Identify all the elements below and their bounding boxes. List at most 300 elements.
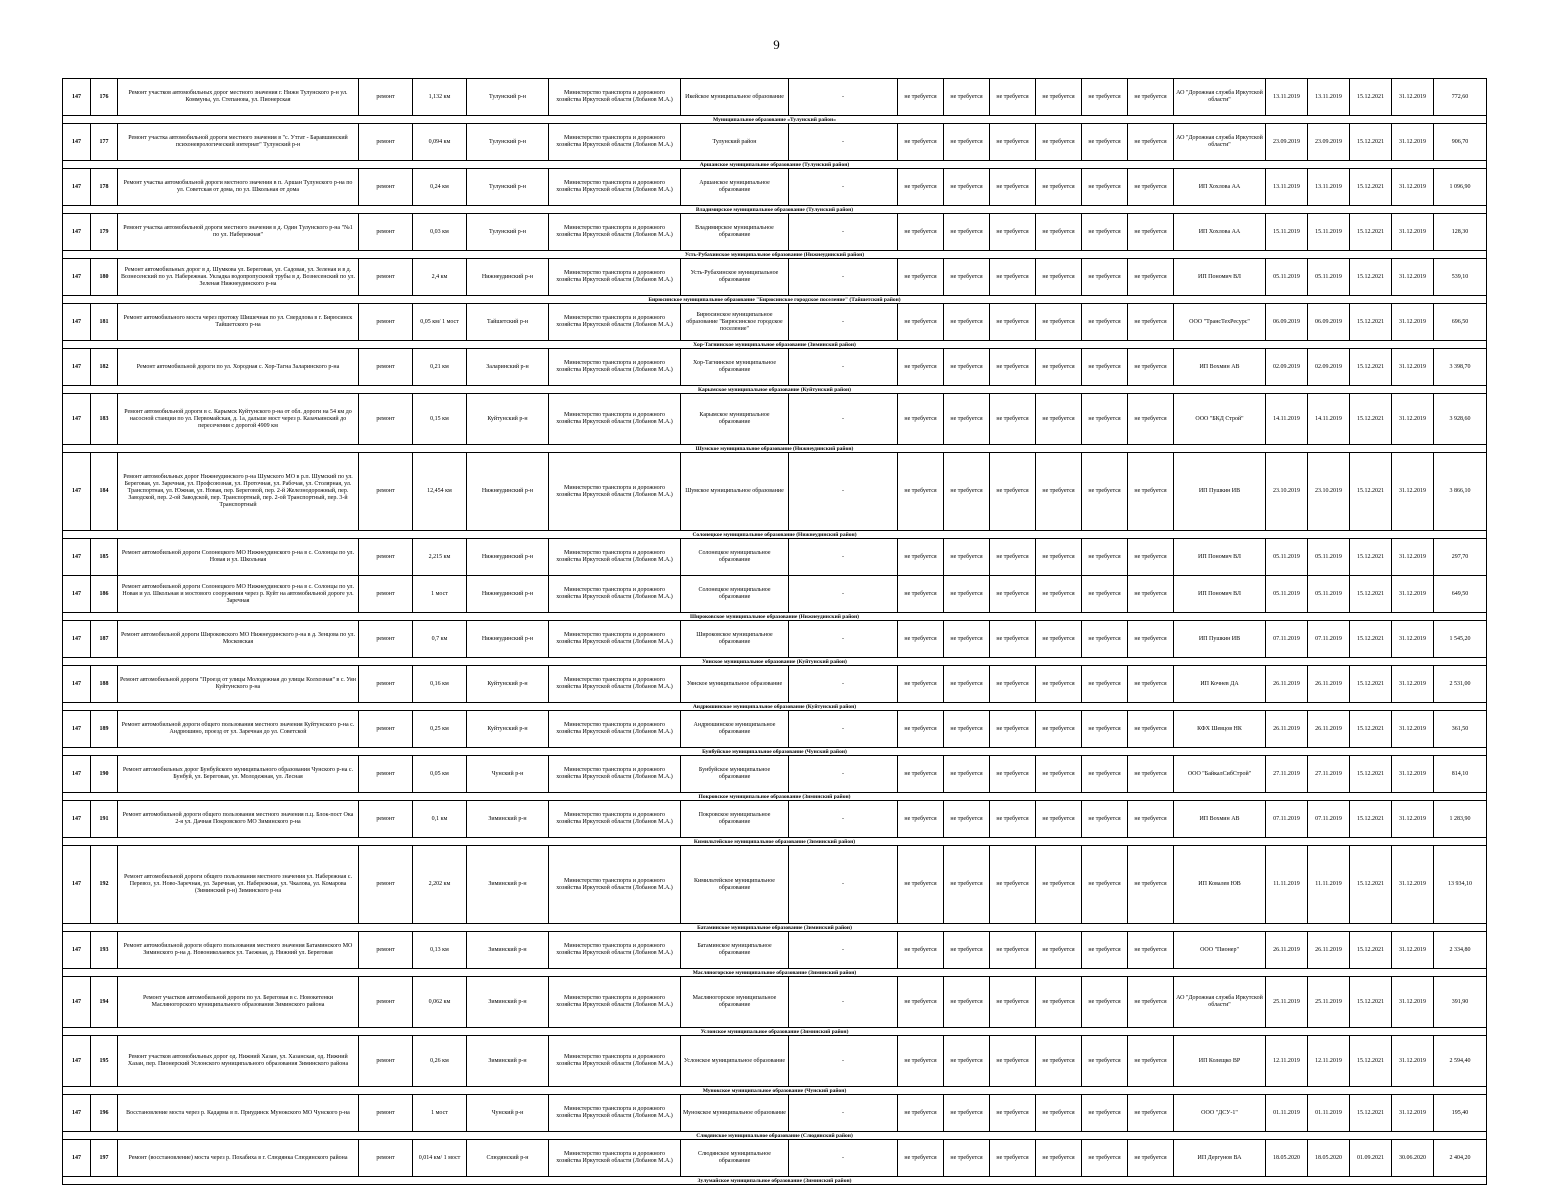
cell-ref: -	[789, 711, 898, 748]
cell-p4: не требуется	[1036, 79, 1082, 116]
cell-p5: не требуется	[1082, 394, 1128, 445]
cell-ref: -	[789, 304, 898, 341]
cell-p2: не требуется	[944, 539, 990, 576]
cell-p1: не требуется	[898, 846, 944, 924]
cell-contractor: ИП Пономич ВЛ	[1174, 576, 1266, 613]
cell-n: 177	[91, 124, 118, 161]
cell-name: Ремонт автомобильной дороги общего пользования местного значения Батаминского МО Зиминского р-на д. Новониколаевск ул. Таежная, д. Нижний ул. Береговая	[118, 932, 359, 969]
table-row	[63, 79, 1487, 116]
section-row	[63, 161, 1487, 169]
cell-d4: 31.12.2019	[1392, 79, 1434, 116]
cell-amount: 2 334,80	[1434, 932, 1487, 969]
cell-contractor: ИП Хохлова АА	[1174, 214, 1266, 251]
cell-p6: не требуется	[1128, 1095, 1174, 1132]
cell-d1: 23.09.2019	[1266, 124, 1308, 161]
cell-d2: 05.11.2019	[1308, 576, 1350, 613]
cell-work: ремонт	[359, 756, 413, 793]
cell-gov_body: Министерство транспорта и дорожного хозяйства Иркутской области (Лобанов М.А.)	[549, 214, 681, 251]
table-row	[63, 621, 1487, 658]
cell-amount: 539,10	[1434, 259, 1487, 296]
cell-p3: не требуется	[990, 453, 1036, 531]
cell-d2: 05.11.2019	[1308, 539, 1350, 576]
section-title: Усть-Рубахинское муниципальное образование (Нижнеудинский район)	[63, 251, 1487, 259]
cell-p5: не требуется	[1082, 259, 1128, 296]
section-title: Масляногорское муниципальное образование (Зиминский район)	[63, 969, 1487, 977]
cell-p3: не требуется	[990, 1036, 1036, 1087]
cell-district: Нижнеудинский р-н	[467, 453, 549, 531]
table-row	[63, 453, 1487, 531]
cell-amount: 1 545,20	[1434, 621, 1487, 658]
cell-d2: 26.11.2019	[1308, 711, 1350, 748]
cell-p2: не требуется	[944, 711, 990, 748]
cell-p1: не требуется	[898, 304, 944, 341]
cell-n: 180	[91, 259, 118, 296]
cell-volume: 0,21 км	[413, 349, 467, 386]
table-row	[63, 801, 1487, 838]
cell-volume: 0,014 км/ 1 мост	[413, 1140, 467, 1177]
cell-d4: 30.06.2020	[1392, 1140, 1434, 1177]
cell-p4: не требуется	[1036, 539, 1082, 576]
cell-amount: 361,50	[1434, 711, 1487, 748]
cell-name: Ремонт участка автомобильной дороги местного значения в д. Один Тулунского р-на "№1 по ул. Набережная"	[118, 214, 359, 251]
cell-d1: 05.11.2019	[1266, 539, 1308, 576]
cell-p5: не требуется	[1082, 214, 1128, 251]
cell-p4: не требуется	[1036, 453, 1082, 531]
cell-contractor: ИП Хохлова АА	[1174, 169, 1266, 206]
cell-contractor: ИП Колещко ВР	[1174, 1036, 1266, 1087]
cell-name: Ремонт автомобильной дороги в с. Карымск Куйтунского р-на от обл. дороги на 54 км до насосной станции по ул. Первомайская, д. 1а, дальше мост через р. Казачьинский до пересечения с дорогой 4909 км	[118, 394, 359, 445]
registry-table	[62, 78, 1487, 1185]
cell-p4: не требуется	[1036, 1036, 1082, 1087]
cell-d3: 15.12.2021	[1350, 1036, 1392, 1087]
cell-volume: 0,24 км	[413, 169, 467, 206]
cell-d2: 15.11.2019	[1308, 214, 1350, 251]
cell-district: Тулунский р-н	[467, 124, 549, 161]
cell-volume: 0,05 км	[413, 756, 467, 793]
cell-p3: не требуется	[990, 756, 1036, 793]
cell-district: Нижнеудинский р-н	[467, 539, 549, 576]
cell-p1: не требуется	[898, 79, 944, 116]
cell-ref: -	[789, 124, 898, 161]
cell-p3: не требуется	[990, 79, 1036, 116]
cell-d3: 01.09.2021	[1350, 1140, 1392, 1177]
cell-municipality: Широковское муниципальное образование	[681, 621, 789, 658]
cell-district: Куйтунский р-н	[467, 666, 549, 703]
cell-code: 147	[63, 124, 91, 161]
cell-code: 147	[63, 756, 91, 793]
cell-d1: 12.11.2019	[1266, 1036, 1308, 1087]
cell-d1: 23.10.2019	[1266, 453, 1308, 531]
cell-municipality: Масляногорское муниципальное образование	[681, 977, 789, 1028]
cell-d3: 15.12.2021	[1350, 846, 1392, 924]
cell-municipality: Аршанское муниципальное образование	[681, 169, 789, 206]
cell-amount: 814,10	[1434, 756, 1487, 793]
cell-name: Восстановление моста через р. Кадарма в п. Приудинск Мунокского МО Чунского р-на	[118, 1095, 359, 1132]
cell-contractor: АО "Дорожная служба Иркутской области"	[1174, 977, 1266, 1028]
cell-volume: 0,1 км	[413, 801, 467, 838]
cell-p2: не требуется	[944, 621, 990, 658]
cell-n: 197	[91, 1140, 118, 1177]
cell-p6: не требуется	[1128, 846, 1174, 924]
cell-d1: 06.09.2019	[1266, 304, 1308, 341]
cell-district: Тайшетский р-н	[467, 304, 549, 341]
cell-d1: 15.11.2019	[1266, 214, 1308, 251]
cell-d3: 15.12.2021	[1350, 576, 1392, 613]
cell-municipality: Солонецкое муниципальное образование	[681, 539, 789, 576]
cell-ref: -	[789, 756, 898, 793]
cell-n: 185	[91, 539, 118, 576]
section-title: Батаминское муниципальное образование (Зиминский район)	[63, 924, 1487, 932]
cell-volume: 1 мост	[413, 576, 467, 613]
cell-amount: 2 404,20	[1434, 1140, 1487, 1177]
cell-p3: не требуется	[990, 394, 1036, 445]
cell-d1: 07.11.2019	[1266, 801, 1308, 838]
cell-p1: не требуется	[898, 124, 944, 161]
cell-p3: не требуется	[990, 349, 1036, 386]
cell-district: Нижнеудинский р-н	[467, 576, 549, 613]
cell-volume: 0,094 км	[413, 124, 467, 161]
cell-ref: -	[789, 169, 898, 206]
cell-d1: 13.11.2019	[1266, 169, 1308, 206]
section-title: Мунокское муниципальное образование (Чунский район)	[63, 1087, 1487, 1095]
cell-p6: не требуется	[1128, 1036, 1174, 1087]
cell-district: Зиминский р-н	[467, 977, 549, 1028]
cell-code: 147	[63, 1140, 91, 1177]
cell-gov_body: Министерство транспорта и дорожного хозяйства Иркутской области (Лобанов М.А.)	[549, 621, 681, 658]
cell-n: 188	[91, 666, 118, 703]
cell-p1: не требуется	[898, 394, 944, 445]
cell-work: ремонт	[359, 1095, 413, 1132]
cell-name: Ремонт автомобильной дороги Солонецкого МО Нижнеудинского р-на в с. Солонцы по ул. Новая и ул. Школьная	[118, 539, 359, 576]
section-row	[63, 116, 1487, 124]
cell-code: 147	[63, 259, 91, 296]
cell-code: 147	[63, 539, 91, 576]
cell-volume: 1 мост	[413, 1095, 467, 1132]
cell-name: Ремонт автомобильной дороги Солонецкого МО Нижнеудинского р-на в с. Солонцы по ул. Новая и ул. Школьная и мостового сооружения через р. Куйт на автомобильной дороге ул. Заречная	[118, 576, 359, 613]
cell-municipality: Бирюсинское муниципальное образование "Бирюсинское городское поселение"	[681, 304, 789, 341]
cell-code: 147	[63, 621, 91, 658]
table-row	[63, 259, 1487, 296]
cell-name: Ремонт автомобильной дороги общего пользования местного значения ул. Набережная с. Перевоз, ул. Ново-Заречная, ул. Заречная, ул. Набережная, ул. Чкалова, ул. Комарова (Зиминский р-н) Зиминского р-на	[118, 846, 359, 924]
cell-d2: 13.11.2019	[1308, 169, 1350, 206]
cell-amount: 297,70	[1434, 539, 1487, 576]
cell-gov_body: Министерство транспорта и дорожного хозяйства Иркутской области (Лобанов М.А.)	[549, 711, 681, 748]
cell-d3: 15.12.2021	[1350, 214, 1392, 251]
cell-gov_body: Министерство транспорта и дорожного хозяйства Иркутской области (Лобанов М.А.)	[549, 756, 681, 793]
cell-gov_body: Министерство транспорта и дорожного хозяйства Иркутской области (Лобанов М.А.)	[549, 666, 681, 703]
section-title: Услонское муниципальное образование (Зиминский район)	[63, 1028, 1487, 1036]
cell-p6: не требуется	[1128, 304, 1174, 341]
cell-district: Зиминский р-н	[467, 1036, 549, 1087]
cell-p5: не требуется	[1082, 576, 1128, 613]
cell-amount: 1 096,90	[1434, 169, 1487, 206]
cell-p3: не требуется	[990, 1095, 1036, 1132]
cell-contractor: ООО "Пионер"	[1174, 932, 1266, 969]
cell-ref: -	[789, 259, 898, 296]
cell-volume: 2,4 км	[413, 259, 467, 296]
cell-volume: 0,15 км	[413, 394, 467, 445]
cell-d3: 15.12.2021	[1350, 977, 1392, 1028]
cell-n: 190	[91, 756, 118, 793]
cell-p5: не требуется	[1082, 801, 1128, 838]
cell-d4: 31.12.2019	[1392, 846, 1434, 924]
cell-p2: не требуется	[944, 1095, 990, 1132]
cell-amount: 3 866,10	[1434, 453, 1487, 531]
cell-d3: 15.12.2021	[1350, 539, 1392, 576]
cell-gov_body: Министерство транспорта и дорожного хозяйства Иркутской области (Лобанов М.А.)	[549, 1140, 681, 1177]
cell-d1: 13.11.2019	[1266, 79, 1308, 116]
cell-p5: не требуется	[1082, 539, 1128, 576]
cell-p4: не требуется	[1036, 259, 1082, 296]
cell-work: ремонт	[359, 621, 413, 658]
cell-name: Ремонт автомобильной дороги общего пользования местного значения п.ц. Блок-пост Ока 2-я ул. Дачная Покровского МО Зиминского р-на	[118, 801, 359, 838]
cell-gov_body: Министерство транспорта и дорожного хозяйства Иркутской области (Лобанов М.А.)	[549, 1036, 681, 1087]
cell-gov_body: Министерство транспорта и дорожного хозяйства Иркутской области (Лобанов М.А.)	[549, 394, 681, 445]
cell-p2: не требуется	[944, 304, 990, 341]
section-row	[63, 1028, 1487, 1036]
cell-p6: не требуется	[1128, 453, 1174, 531]
table-row	[63, 169, 1487, 206]
cell-p3: не требуется	[990, 304, 1036, 341]
cell-work: ремонт	[359, 304, 413, 341]
cell-n: 176	[91, 79, 118, 116]
cell-p6: не требуется	[1128, 124, 1174, 161]
cell-n: 196	[91, 1095, 118, 1132]
cell-p4: не требуется	[1036, 349, 1082, 386]
cell-municipality: Солонецкое муниципальное образование	[681, 576, 789, 613]
cell-volume: 0,05 км/ 1 мост	[413, 304, 467, 341]
cell-name: Ремонт участков автомобильных дорог од. Нижний Хазан, ул. Хазанская, од. Нижний Хазан, пер. Пионерский Услонского муниципального образования Зиминского района	[118, 1036, 359, 1087]
cell-district: Нижнеудинский р-н	[467, 621, 549, 658]
section-title: Хор-Тагнинское муниципальное образование (Зиминский район)	[63, 341, 1487, 349]
cell-code: 147	[63, 79, 91, 116]
cell-d3: 15.12.2021	[1350, 124, 1392, 161]
cell-code: 147	[63, 1095, 91, 1132]
cell-district: Слюдянский р-н	[467, 1140, 549, 1177]
cell-p6: не требуется	[1128, 756, 1174, 793]
cell-p3: не требуется	[990, 214, 1036, 251]
cell-p5: не требуется	[1082, 711, 1128, 748]
cell-work: ремонт	[359, 394, 413, 445]
section-title: Покровское муниципальное образование (Зиминский район)	[63, 793, 1487, 801]
cell-p3: не требуется	[990, 666, 1036, 703]
section-row	[63, 445, 1487, 453]
cell-p1: не требуется	[898, 214, 944, 251]
table-row	[63, 124, 1487, 161]
cell-d4: 31.12.2019	[1392, 932, 1434, 969]
section-row	[63, 703, 1487, 711]
cell-d1: 05.11.2019	[1266, 259, 1308, 296]
table-row	[63, 1036, 1487, 1087]
cell-volume: 0,03 км	[413, 214, 467, 251]
cell-ref: -	[789, 539, 898, 576]
cell-p5: не требуется	[1082, 1036, 1128, 1087]
cell-municipality: Батаминское муниципальное образование	[681, 932, 789, 969]
cell-work: ремонт	[359, 124, 413, 161]
cell-n: 182	[91, 349, 118, 386]
cell-contractor: АО "Дорожная служба Иркутской области"	[1174, 79, 1266, 116]
section-row	[63, 658, 1487, 666]
section-row	[63, 924, 1487, 932]
cell-p3: не требуется	[990, 711, 1036, 748]
cell-p6: не требуется	[1128, 666, 1174, 703]
cell-contractor: КФХ Шевцов НК	[1174, 711, 1266, 748]
cell-p2: не требуется	[944, 932, 990, 969]
table-row	[63, 666, 1487, 703]
cell-ref: -	[789, 1095, 898, 1132]
cell-d4: 31.12.2019	[1392, 259, 1434, 296]
cell-municipality: Андрюшинское муниципальное образование	[681, 711, 789, 748]
cell-municipality: Кимильтейское муниципальное образование	[681, 846, 789, 924]
cell-amount: 391,90	[1434, 977, 1487, 1028]
cell-municipality: Хор-Тагнинское муниципальное образование	[681, 349, 789, 386]
cell-p5: не требуется	[1082, 453, 1128, 531]
cell-d2: 01.11.2019	[1308, 1095, 1350, 1132]
section-row	[63, 748, 1487, 756]
cell-n: 194	[91, 977, 118, 1028]
cell-gov_body: Министерство транспорта и дорожного хозяйства Иркутской области (Лобанов М.А.)	[549, 304, 681, 341]
cell-p2: не требуется	[944, 169, 990, 206]
cell-gov_body: Министерство транспорта и дорожного хозяйства Иркутской области (Лобанов М.А.)	[549, 801, 681, 838]
cell-code: 147	[63, 394, 91, 445]
cell-p5: не требуется	[1082, 124, 1128, 161]
cell-p4: не требуется	[1036, 169, 1082, 206]
cell-contractor: ИП Пономич ВЛ	[1174, 539, 1266, 576]
cell-district: Чунский р-н	[467, 1095, 549, 1132]
cell-p5: не требуется	[1082, 349, 1128, 386]
cell-p1: не требуется	[898, 666, 944, 703]
cell-work: ремонт	[359, 1140, 413, 1177]
cell-work: ремонт	[359, 932, 413, 969]
section-title: Бирюсинское муниципальное образование "Бирюсинское городское поселение" (Тайшетский район)	[63, 296, 1487, 304]
cell-p2: не требуется	[944, 576, 990, 613]
cell-d1: 01.11.2019	[1266, 1095, 1308, 1132]
cell-p6: не требуется	[1128, 349, 1174, 386]
cell-p5: не требуется	[1082, 1095, 1128, 1132]
section-title: Зулумайское муниципальное образование (Зиминский район)	[63, 1177, 1487, 1185]
cell-p2: не требуется	[944, 394, 990, 445]
cell-d1: 25.11.2019	[1266, 977, 1308, 1028]
section-title: Солонецкое муниципальное образование (Нижнеудинский район)	[63, 531, 1487, 539]
cell-p2: не требуется	[944, 453, 990, 531]
cell-d3: 15.12.2021	[1350, 304, 1392, 341]
cell-name: Ремонт участков автомобильной дороги по ул. Береговая в с. Новокетенки Масляногорского муниципального образования Зиминского района	[118, 977, 359, 1028]
cell-ref: -	[789, 621, 898, 658]
cell-contractor: ИП Дергунов ВА	[1174, 1140, 1266, 1177]
cell-d1: 27.11.2019	[1266, 756, 1308, 793]
cell-volume: 12,454 км	[413, 453, 467, 531]
cell-work: ремонт	[359, 846, 413, 924]
cell-n: 192	[91, 846, 118, 924]
cell-municipality: Покровское муниципальное образование	[681, 801, 789, 838]
cell-volume: 2,215 км	[413, 539, 467, 576]
cell-d2: 11.11.2019	[1308, 846, 1350, 924]
cell-district: Тулунский р-н	[467, 214, 549, 251]
cell-ref: -	[789, 79, 898, 116]
cell-d4: 31.12.2019	[1392, 711, 1434, 748]
cell-p5: не требуется	[1082, 79, 1128, 116]
cell-contractor: ИП Пономич ВЛ	[1174, 259, 1266, 296]
cell-d3: 15.12.2021	[1350, 169, 1392, 206]
table-row	[63, 214, 1487, 251]
cell-p5: не требуется	[1082, 932, 1128, 969]
cell-amount: 2 594,40	[1434, 1036, 1487, 1087]
cell-ref: -	[789, 214, 898, 251]
cell-municipality: Слюдянское муниципальное образование	[681, 1140, 789, 1177]
cell-p3: не требуется	[990, 576, 1036, 613]
cell-p1: не требуется	[898, 576, 944, 613]
cell-gov_body: Министерство транспорта и дорожного хозяйства Иркутской области (Лобанов М.А.)	[549, 79, 681, 116]
section-title: Андрюшинское муниципальное образование (Куйтунский район)	[63, 703, 1487, 711]
cell-p1: не требуется	[898, 169, 944, 206]
cell-d4: 31.12.2019	[1392, 349, 1434, 386]
section-title: Слюдянское муниципальное образование (Слюдянский район)	[63, 1132, 1487, 1140]
cell-p5: не требуется	[1082, 666, 1128, 703]
cell-p6: не требуется	[1128, 932, 1174, 969]
cell-work: ремонт	[359, 666, 413, 703]
section-row	[63, 296, 1487, 304]
cell-municipality: Услонское муниципальное образование	[681, 1036, 789, 1087]
cell-d2: 13.11.2019	[1308, 79, 1350, 116]
cell-name: Ремонт автомобильного моста через протоку Шишечная по ул. Свердлова в г. Бирюсинск Тайшетского р-на	[118, 304, 359, 341]
cell-ref: -	[789, 846, 898, 924]
cell-name: Ремонт автомобильной дороги общего пользования местного значения Куйтунского р-на с. Андрюшино, проезд от ул. Заречная до ул. Советской	[118, 711, 359, 748]
cell-d3: 15.12.2021	[1350, 1095, 1392, 1132]
cell-p1: не требуется	[898, 711, 944, 748]
cell-ref: -	[789, 666, 898, 703]
cell-name: Ремонт автомобильной дороги "Проезд от улицы Молодежная до улицы Колхозная" в с. Уян Куйтунского р-на	[118, 666, 359, 703]
cell-volume: 0,062 км	[413, 977, 467, 1028]
table-row	[63, 846, 1487, 924]
cell-p6: не требуется	[1128, 394, 1174, 445]
cell-district: Тулунский р-н	[467, 169, 549, 206]
cell-d2: 07.11.2019	[1308, 801, 1350, 838]
cell-name: Ремонт автомобильных дорог Нижнеудинского р-на Шумского МО в р.п. Шумский по ул. Береговая, ул. Заречная, ул. Профсоюзная, ул. Проточная, ул. Рабочая, ул. Столярная, ул. Транспортная, ул. Южная, ул. Новая, пер. Береговой, пер. 2-й Железнодорожный, пер. Заводской, пер. 2-ой Заводской, пер. Транспортный, пер. 2-ой Транспортный, пер. 3-й Транспортный	[118, 453, 359, 531]
cell-n: 181	[91, 304, 118, 341]
cell-amount: 195,40	[1434, 1095, 1487, 1132]
cell-contractor: ИП Пушкин ИВ	[1174, 621, 1266, 658]
cell-code: 147	[63, 801, 91, 838]
cell-d4: 31.12.2019	[1392, 124, 1434, 161]
cell-p2: не требуется	[944, 846, 990, 924]
cell-work: ремонт	[359, 349, 413, 386]
cell-d2: 27.11.2019	[1308, 756, 1350, 793]
cell-p2: не требуется	[944, 756, 990, 793]
cell-name: Ремонт участка автомобильной дороги местного значения в "с. Утгат - Баравшинский психоневрологический интернат" Тулунский р-н	[118, 124, 359, 161]
cell-p2: не требуется	[944, 801, 990, 838]
registry-body	[63, 79, 1487, 1185]
cell-volume: 0,7 км	[413, 621, 467, 658]
section-title: Шумское муниципальное образование (Нижнеудинский район)	[63, 445, 1487, 453]
section-row	[63, 613, 1487, 621]
cell-gov_body: Министерство транспорта и дорожного хозяйства Иркутской области (Лобанов М.А.)	[549, 169, 681, 206]
cell-ref: -	[789, 801, 898, 838]
cell-p4: не требуется	[1036, 666, 1082, 703]
cell-d2: 26.11.2019	[1308, 932, 1350, 969]
cell-district: Тулунский р-н	[467, 79, 549, 116]
cell-code: 147	[63, 1036, 91, 1087]
cell-d2: 12.11.2019	[1308, 1036, 1350, 1087]
cell-d4: 31.12.2019	[1392, 756, 1434, 793]
table-row	[63, 977, 1487, 1028]
cell-d1: 26.11.2019	[1266, 666, 1308, 703]
cell-d4: 31.12.2019	[1392, 621, 1434, 658]
cell-volume: 0,26 км	[413, 1036, 467, 1087]
section-row	[63, 206, 1487, 214]
cell-municipality: Владимирское муниципальное образование	[681, 214, 789, 251]
section-title: Муниципальное образование «Тулунский район»	[63, 116, 1487, 124]
cell-p3: не требуется	[990, 124, 1036, 161]
